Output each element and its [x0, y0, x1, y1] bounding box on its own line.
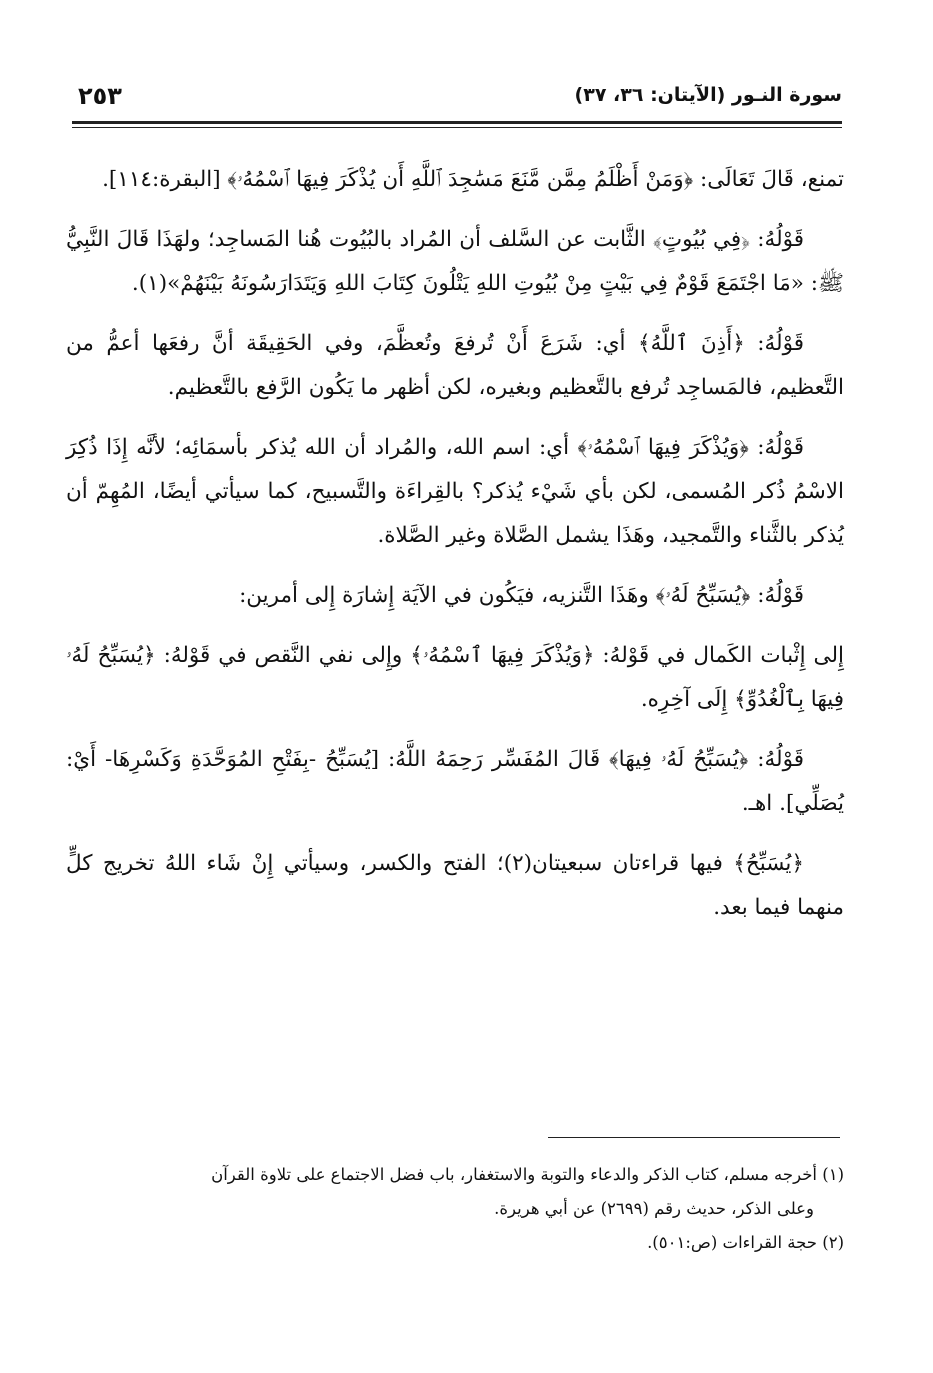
paragraph: قَوْلُهُ: ﴿يُسَبِّحُ لَهُۥ فِيهَا﴾ قَالَ المُفَسِّر رَحِمَهُ اللَّهُ: [يُسَبِّحُ -بِفَتْحِ المُوَحَّدَةِ وَكَسْرِهَا- أَيْ: يُصَلِّي]. اهـ.: [66, 747, 844, 816]
running-title: سورة النـور (الآيتان: ٣٦، ٣٧): [574, 84, 842, 106]
header-rule: [72, 121, 842, 124]
page-number: ٢٥٣: [78, 82, 122, 110]
paragraph: إِلى إِثْبات الكَمال في قَوْلهُ: ﴿وَيُذْكَرَ فِيهَا ٱسْمُهُۥ﴾ وإِلى نفي النَّقص في قَوْلهُ: ﴿يُسَبِّحُ لَهُۥ فِيهَا بِٱلْغُدُوِّ﴾ إِلَى آخِرِه.: [66, 643, 844, 712]
footnote-2: (٢) حجة القراءات (ص:٥٠١).: [647, 1233, 844, 1252]
paragraph: ﴿يُسَبِّحُ﴾ فيها قراءتان سبعيتان(٢)؛ الفتح والكسر، وسيأتي إِنْ شَاء اللهُ تخريج كلٍّ منهما فيما بعد.: [66, 851, 844, 920]
paragraph: قَوْلُهُ: ﴿أَذِنَ ٱللَّهُ﴾ أي: شَرَعَ أَنْ تُرفعَ وتُعظَّمَ، وفي الحَقِيقَة أنَّ رفعَها أعمُّ من التَّعظيم، فالمَساجِد تُرفع بالتَّعظيم وبغيره، لكن أظهر ما يَكُون الرَّفع بالتَّعظيم.: [66, 331, 844, 400]
body-text: [66, 158, 844, 946]
paragraph: قَوْلُهُ: ﴿فِي بُيُوتٍ﴾ الثَّابت عن السَّلف أن المُراد بالبُيُوت هُنا المَساجِد؛ ولهَذَا قَالَ النَّبِيُّ ﷺ: «مَا اجْتَمَعَ قَوْمٌ فِي بَيْتٍ مِنْ بُيُوتِ اللهِ يَتْلُونَ كِتَابَ اللهِ وَيَتَدَارَسُونَهُ بَيْنَهُمْ»(١).: [66, 227, 844, 296]
footnotes: [66, 1158, 844, 1260]
footnote-1: (١) أخرجه مسلم، كتاب الذكر والدعاء والتوبة والاستغفار، باب فضل الاجتماع على تلاوة القرآن: [211, 1165, 844, 1184]
footnote-1-continuation: وعلى الذكر، حديث رقم (٢٦٩٩) عن أبي هريرة.: [494, 1199, 814, 1218]
footnote-separator: [548, 1137, 840, 1138]
paragraph: تمنع، قَالَ تَعَالَى: ﴿وَمَنْ أَظْلَمُ مِمَّن مَّنَعَ مَسَٰجِدَ ٱللَّهِ أَن يُذْكَرَ فِيهَا ٱسْمُهُۥ﴾ [البقرة:١١٤].: [102, 167, 844, 192]
header-rule-thin: [72, 127, 842, 128]
paragraph: قَوْلُهُ: ﴿وَيُذْكَرَ فِيهَا ٱسْمُهُۥ﴾ أي: اسم الله، والمُراد أن الله يُذكر بأسمَائِه؛ لأنَّه إِذَا ذُكِرَ الاسْمُ ذُكر المُسمى، لكن بأي شَيْء يُذكر؟ بالقِراءَة والتَّسبيح، كما سيأتي أيضًا، المُهِمّ أن يُذكر بالثَّناء والتَّمجيد، وهَذَا يشمل الصَّلاة وغير الصَّلاة.: [66, 435, 844, 548]
page-header: [72, 78, 842, 122]
paragraph: قَوْلُهُ: ﴿يُسَبِّحُ لَهُۥ﴾ وهَذَا التَّنزيه، فيَكُون في الآيَة إِشارَة إِلى أمرين:: [239, 583, 804, 608]
